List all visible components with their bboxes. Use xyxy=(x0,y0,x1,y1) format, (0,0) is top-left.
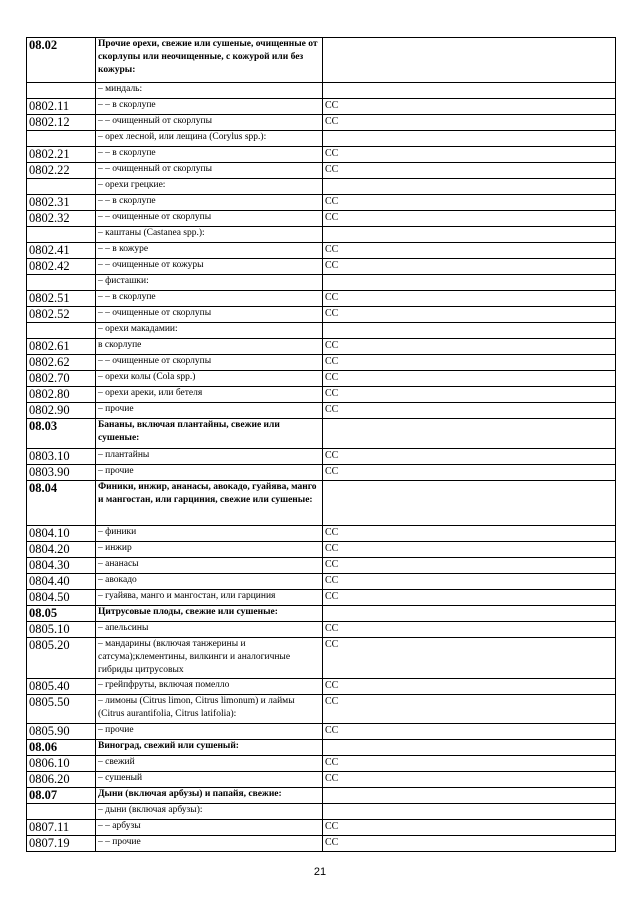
description-cell: – прочие xyxy=(96,724,323,740)
code-cell: 0802.62 xyxy=(27,355,96,371)
code-cell: 0803.10 xyxy=(27,449,96,465)
table-row xyxy=(27,339,616,355)
description-cell: – – очищенный от скорлупы xyxy=(96,163,323,179)
code-cell: 08.06 xyxy=(27,740,96,756)
description-cell: – орехи макадамии: xyxy=(96,323,323,339)
rule-cell: СС xyxy=(323,291,616,307)
description-cell: – каштаны (Castanea spp.): xyxy=(96,227,323,243)
rule-cell xyxy=(323,83,616,99)
description-cell: – орехи грецкие: xyxy=(96,179,323,195)
description-cell: Цитрусовые плоды, свежие или сушеные: xyxy=(96,606,323,622)
table-row xyxy=(27,323,616,339)
table-row xyxy=(27,419,616,449)
code-cell: 0802.11 xyxy=(27,99,96,115)
code-cell: 08.07 xyxy=(27,788,96,804)
code-cell xyxy=(27,275,96,291)
code-cell: 0802.21 xyxy=(27,147,96,163)
description-cell: – финики xyxy=(96,526,323,542)
code-cell: 08.03 xyxy=(27,419,96,449)
code-cell: 0805.50 xyxy=(27,695,96,724)
rule-cell: СС xyxy=(323,820,616,836)
rule-cell: СС xyxy=(323,772,616,788)
code-cell: 0804.50 xyxy=(27,590,96,606)
table-row xyxy=(27,542,616,558)
code-cell: 0802.61 xyxy=(27,339,96,355)
table-row xyxy=(27,275,616,291)
description-cell: – ананасы xyxy=(96,558,323,574)
table-row xyxy=(27,772,616,788)
code-cell: 0802.51 xyxy=(27,291,96,307)
code-cell: 0805.20 xyxy=(27,638,96,679)
rule-cell: СС xyxy=(323,558,616,574)
code-cell: 0802.80 xyxy=(27,387,96,403)
code-cell: 08.04 xyxy=(27,481,96,526)
code-cell xyxy=(27,804,96,820)
description-cell: – – арбузы xyxy=(96,820,323,836)
table-row xyxy=(27,836,616,852)
rule-cell xyxy=(323,323,616,339)
table-row xyxy=(27,195,616,211)
tariff-table-body xyxy=(27,38,616,852)
table-row xyxy=(27,695,616,724)
table-row xyxy=(27,243,616,259)
code-cell: 0806.20 xyxy=(27,772,96,788)
table-row xyxy=(27,465,616,481)
description-cell: – сушеный xyxy=(96,772,323,788)
table-row xyxy=(27,179,616,195)
rule-cell: СС xyxy=(323,679,616,695)
table-row xyxy=(27,83,616,99)
table-row xyxy=(27,590,616,606)
rule-cell: СС xyxy=(323,526,616,542)
table-row xyxy=(27,355,616,371)
code-cell: 0802.32 xyxy=(27,211,96,227)
rule-cell xyxy=(323,481,616,526)
rule-cell xyxy=(323,804,616,820)
table-row xyxy=(27,526,616,542)
rule-cell: СС xyxy=(323,836,616,852)
description-cell: – орех лесной, или лещина (Corylus spp.): xyxy=(96,131,323,147)
table-row xyxy=(27,163,616,179)
rule-cell: СС xyxy=(323,307,616,323)
code-cell: 0807.19 xyxy=(27,836,96,852)
table-row xyxy=(27,115,616,131)
code-cell: 0806.10 xyxy=(27,756,96,772)
code-cell: 0804.40 xyxy=(27,574,96,590)
rule-cell xyxy=(323,740,616,756)
description-cell: – – очищенные от скорлупы xyxy=(96,307,323,323)
table-row xyxy=(27,227,616,243)
table-row xyxy=(27,371,616,387)
description-cell: – свежий xyxy=(96,756,323,772)
code-cell xyxy=(27,227,96,243)
table-row xyxy=(27,291,616,307)
code-cell: 0805.10 xyxy=(27,622,96,638)
table-row xyxy=(27,481,616,526)
table-row xyxy=(27,679,616,695)
code-cell: 0805.40 xyxy=(27,679,96,695)
code-cell: 0802.22 xyxy=(27,163,96,179)
code-cell: 08.02 xyxy=(27,38,96,83)
table-row xyxy=(27,307,616,323)
rule-cell: СС xyxy=(323,387,616,403)
rule-cell: СС xyxy=(323,195,616,211)
code-cell xyxy=(27,83,96,99)
rule-cell xyxy=(323,275,616,291)
description-cell: – апельсины xyxy=(96,622,323,638)
rule-cell: СС xyxy=(323,724,616,740)
description-cell: – мандарины (включая танжерины и сатсума);клементины, вилкинги и аналогичные гибриды цитрусовых xyxy=(96,638,323,679)
rule-cell: СС xyxy=(323,465,616,481)
code-cell: 0802.41 xyxy=(27,243,96,259)
table-row xyxy=(27,804,616,820)
code-cell: 0804.20 xyxy=(27,542,96,558)
rule-cell: СС xyxy=(323,355,616,371)
description-cell: – – очищенные от скорлупы xyxy=(96,211,323,227)
rule-cell: СС xyxy=(323,756,616,772)
table-row xyxy=(27,211,616,227)
code-cell: 0802.31 xyxy=(27,195,96,211)
description-cell: Прочие орехи, свежие или сушеные, очищенные от скорлупы или неочищенные, с кожурой или без кожуры: xyxy=(96,38,323,83)
table-row xyxy=(27,147,616,163)
description-cell: – орехи ареки, или бетеля xyxy=(96,387,323,403)
rule-cell: СС xyxy=(323,638,616,679)
table-row xyxy=(27,756,616,772)
table-row xyxy=(27,259,616,275)
table-row xyxy=(27,820,616,836)
description-cell: – гуайява, манго и мангостан, или гарциния xyxy=(96,590,323,606)
table-row xyxy=(27,622,616,638)
rule-cell: СС xyxy=(323,115,616,131)
rule-cell xyxy=(323,131,616,147)
description-cell: – – очищенные от скорлупы xyxy=(96,355,323,371)
description-cell: Финики, инжир, ананасы, авокадо, гуайява, манго и мангостан, или гарциния, свежие или сушеные: xyxy=(96,481,323,526)
code-cell: 0802.70 xyxy=(27,371,96,387)
description-cell: – плантайны xyxy=(96,449,323,465)
table-row xyxy=(27,38,616,83)
code-cell: 08.05 xyxy=(27,606,96,622)
description-cell: – лимоны (Citrus limon, Citrus limonum) и лаймы (Citrus aurantifolia, Citrus latifolia): xyxy=(96,695,323,724)
code-cell: 0804.30 xyxy=(27,558,96,574)
code-cell: 0802.42 xyxy=(27,259,96,275)
table-row xyxy=(27,558,616,574)
tariff-table xyxy=(26,37,616,852)
description-cell: – – в кожуре xyxy=(96,243,323,259)
rule-cell: СС xyxy=(323,449,616,465)
rule-cell: СС xyxy=(323,371,616,387)
table-row xyxy=(27,387,616,403)
description-cell: – прочие xyxy=(96,465,323,481)
code-cell: 0802.52 xyxy=(27,307,96,323)
description-cell: – – в скорлупе xyxy=(96,99,323,115)
rule-cell xyxy=(323,38,616,83)
rule-cell: СС xyxy=(323,163,616,179)
description-cell: – грейпфруты, включая помелло xyxy=(96,679,323,695)
code-cell xyxy=(27,131,96,147)
description-cell: – – очищенный от скорлупы xyxy=(96,115,323,131)
code-cell xyxy=(27,323,96,339)
table-row xyxy=(27,449,616,465)
rule-cell xyxy=(323,606,616,622)
table-row xyxy=(27,724,616,740)
description-cell: – дыни (включая арбузы): xyxy=(96,804,323,820)
code-cell: 0802.90 xyxy=(27,403,96,419)
description-cell: – авокадо xyxy=(96,574,323,590)
table-row xyxy=(27,99,616,115)
rule-cell xyxy=(323,788,616,804)
code-cell: 0804.10 xyxy=(27,526,96,542)
description-cell: – прочие xyxy=(96,403,323,419)
rule-cell: СС xyxy=(323,211,616,227)
rule-cell: СС xyxy=(323,403,616,419)
description-cell: – – в скорлупе xyxy=(96,291,323,307)
table-row xyxy=(27,606,616,622)
rule-cell: СС xyxy=(323,259,616,275)
description-cell: – миндаль: xyxy=(96,83,323,99)
table-row xyxy=(27,638,616,679)
table-row xyxy=(27,788,616,804)
description-cell: Бананы, включая плантайны, свежие или сушеные: xyxy=(96,419,323,449)
code-cell: 0805.90 xyxy=(27,724,96,740)
rule-cell: СС xyxy=(323,243,616,259)
description-cell: – инжир xyxy=(96,542,323,558)
rule-cell: СС xyxy=(323,590,616,606)
code-cell: 0803.90 xyxy=(27,465,96,481)
description-cell: в скорлупе xyxy=(96,339,323,355)
code-cell xyxy=(27,179,96,195)
description-cell: – – в скорлупе xyxy=(96,195,323,211)
rule-cell: СС xyxy=(323,339,616,355)
rule-cell: СС xyxy=(323,574,616,590)
rule-cell: СС xyxy=(323,622,616,638)
page-number: 21 xyxy=(313,866,327,878)
rule-cell xyxy=(323,227,616,243)
table-row xyxy=(27,740,616,756)
table-row xyxy=(27,403,616,419)
code-cell: 0807.11 xyxy=(27,820,96,836)
table-row xyxy=(27,574,616,590)
rule-cell: СС xyxy=(323,695,616,724)
rule-cell: СС xyxy=(323,542,616,558)
rule-cell xyxy=(323,419,616,449)
description-cell: Дыни (включая арбузы) и папайя, свежие: xyxy=(96,788,323,804)
description-cell: – фисташки: xyxy=(96,275,323,291)
description-cell: – – очищенные от кожуры xyxy=(96,259,323,275)
rule-cell: СС xyxy=(323,147,616,163)
description-cell: – орехи колы (Cola spp.) xyxy=(96,371,323,387)
description-cell: – – прочие xyxy=(96,836,323,852)
rule-cell xyxy=(323,179,616,195)
code-cell: 0802.12 xyxy=(27,115,96,131)
description-cell: Виноград, свежий или сушеный: xyxy=(96,740,323,756)
description-cell: – – в скорлупе xyxy=(96,147,323,163)
table-row xyxy=(27,131,616,147)
rule-cell: СС xyxy=(323,99,616,115)
